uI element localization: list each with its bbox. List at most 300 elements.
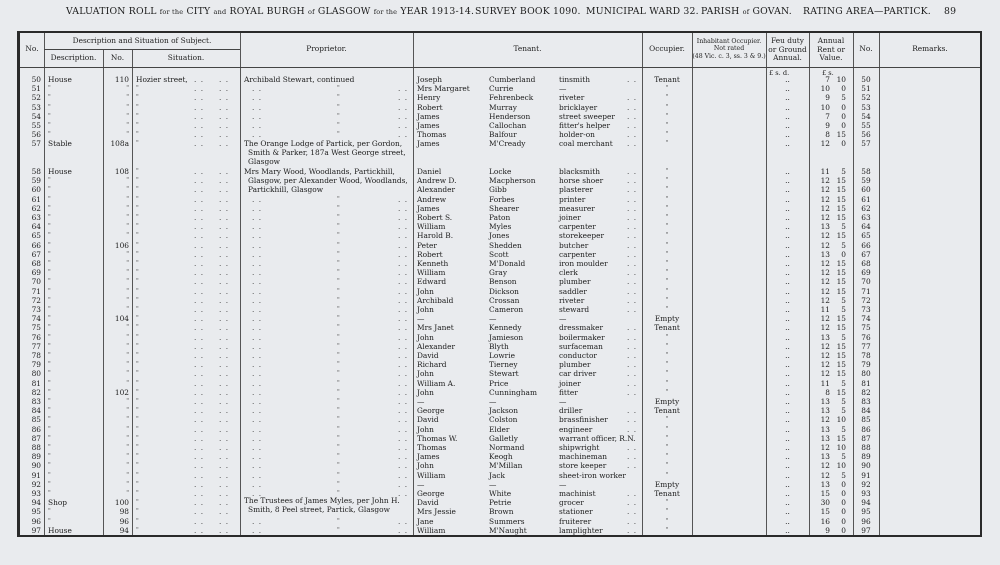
feu-duty: .. (785, 121, 790, 130)
proprietor-line: Partickhill, Glasgow (248, 185, 324, 195)
entry-no: 89 (31, 452, 41, 462)
leader-dots: . . (627, 185, 638, 195)
leader-dots: . . (194, 213, 205, 222)
leader-dots: . . (219, 443, 230, 452)
situation: " (136, 508, 139, 516)
tenant-first-name: Jane (417, 516, 434, 526)
leader-dots: . . (219, 111, 230, 121)
house-number: " (126, 361, 129, 369)
entry-no-right: 83 (861, 397, 871, 406)
leader-dots: . . (219, 360, 230, 370)
rent-pounds: 10 (820, 102, 830, 112)
proprietor-dots: . . (398, 516, 409, 526)
tenant-occupation: machinist (559, 489, 596, 498)
tenant-surname: Stewart (489, 369, 519, 379)
proprietor-ditto: " (337, 232, 340, 240)
feu-duty: .. (785, 341, 790, 351)
leader-dots: . . (627, 268, 638, 278)
entry-no-right: 50 (861, 75, 871, 84)
situation: " (136, 177, 139, 185)
proprietor-dots: . . (398, 93, 409, 103)
col-header-description-group: Description and Situation of Subject. (72, 36, 212, 45)
leader-dots: . . (194, 397, 205, 406)
tenant-first-name: James (417, 139, 440, 149)
tenant-first-name: Thomas (417, 443, 447, 452)
entry-no: 91 (31, 470, 41, 480)
entry-no-right: 55 (861, 121, 871, 130)
feu-duty: .. (785, 332, 790, 342)
entry-no: 97 (31, 525, 41, 535)
proprietor-ditto: " (337, 122, 340, 129)
house-number: " (126, 462, 129, 470)
tenant-surname: Brown (489, 507, 514, 517)
entry-no: 70 (31, 277, 41, 287)
header-line: Not rated (713, 45, 745, 53)
situation: " (136, 250, 139, 258)
rent-shillings: 5 (841, 424, 846, 434)
leader-dots: . . (627, 443, 638, 452)
feu-duty: .. (785, 433, 790, 443)
tenant-occupation: conductor (559, 351, 597, 360)
house-number: " (126, 131, 129, 139)
situation: " (136, 204, 139, 212)
tenant-first-name: John (417, 305, 434, 314)
description: " (48, 195, 51, 203)
rent-pounds: 12 (820, 286, 830, 296)
leader-dots: . . (219, 406, 230, 416)
leader-dots: . . (194, 360, 205, 370)
situation: " (136, 103, 139, 111)
tenant-first-name: Alexander (417, 341, 456, 351)
house-number: " (126, 250, 129, 258)
col-rule (240, 33, 241, 535)
occupier-status: Tenant (654, 75, 680, 84)
entry-no: 76 (31, 332, 41, 342)
leader-dots: . . (627, 213, 638, 222)
description: " (48, 112, 51, 120)
rent-shillings: 0 (841, 84, 846, 94)
leader-dots: . . (627, 489, 638, 498)
tenant-surname: Murray (489, 102, 517, 112)
proprietor-dots: . . (252, 443, 263, 452)
entry-no-right: 87 (861, 433, 871, 443)
proprietor-dots: . . (252, 213, 263, 222)
rent-pounds: 11 (820, 378, 830, 388)
rent-shillings: 0 (841, 139, 846, 149)
header-line: Value. (819, 53, 843, 62)
leader-dots: . . (219, 341, 230, 351)
entry-no-right: 96 (861, 516, 871, 526)
leader-dots: . . (219, 249, 230, 259)
proprietor-dots: . . (398, 194, 409, 204)
leader-dots: . . (194, 369, 205, 379)
entry-no: 80 (31, 369, 41, 379)
rent-shillings: 10 (836, 443, 846, 452)
leader-dots: . . (627, 351, 638, 360)
leader-dots: . . (627, 323, 638, 333)
tenant-first-name: James (417, 452, 440, 462)
proprietor-ditto: " (337, 103, 340, 111)
rent-pounds: 12 (820, 139, 830, 149)
house-number: 94 (119, 525, 129, 535)
entry-no-right: 51 (861, 84, 871, 94)
rent-shillings: 5 (841, 452, 846, 462)
occupier-status: " (665, 131, 669, 139)
tenant-occupation: saddler (559, 286, 587, 296)
situation: " (136, 186, 139, 194)
tenant-occupation: holder-on (559, 130, 595, 140)
rent-pounds: 7 (825, 111, 830, 121)
proprietor-dots: . . (252, 259, 263, 268)
proprietor-dots: . . (252, 516, 263, 526)
leader-dots: . . (219, 268, 230, 278)
leader-dots: . . (194, 351, 205, 360)
entry-no: 58 (31, 167, 41, 176)
occupier-status: Empty (654, 314, 680, 324)
proprietor-line: Glasgow, per Alexander Wood, Woodlands, (248, 176, 408, 186)
tenant-surname: Jackson (489, 406, 518, 416)
leader-dots: . . (194, 203, 205, 213)
leader-dots: . . (219, 424, 230, 434)
tenant-surname: Keogh (489, 452, 513, 462)
proprietor-ditto: " (337, 490, 340, 497)
house-number: " (126, 186, 129, 194)
house-number: " (126, 103, 129, 111)
proprietor-line: The Trustees of James Myles, per John H. (244, 496, 400, 505)
entry-no-right: 75 (861, 323, 871, 333)
description: " (48, 269, 51, 277)
rent-shillings: 15 (836, 433, 846, 443)
col-header-description: Description. (50, 53, 97, 62)
rent-pounds: 12 (820, 341, 830, 351)
tenant-first-name: John (417, 461, 434, 471)
proprietor-dots: . . (252, 240, 263, 250)
proprietor-dots: . . (398, 277, 409, 287)
leader-dots: . . (194, 167, 205, 176)
rent-pounds: 12 (820, 360, 830, 370)
entry-no-right: 95 (861, 507, 871, 517)
leader-dots: . . (627, 378, 638, 388)
rent-pounds: 12 (820, 351, 830, 360)
house-number: " (126, 278, 129, 286)
title-text: YEAR 1913-14. (400, 6, 475, 17)
rent-shillings: 0 (841, 525, 846, 535)
rent-shillings: 0 (841, 516, 846, 526)
description: " (48, 388, 51, 396)
house-number: " (126, 112, 129, 120)
entry-no: 57 (31, 139, 41, 149)
tenant-surname: Paton (489, 213, 511, 222)
situation: " (136, 223, 139, 231)
situation: " (136, 471, 139, 479)
header-line: (48 Vic. c. 3, ss. 3 & 9.) (692, 52, 766, 60)
tenant-first-name: John (417, 286, 434, 296)
rent-shillings: 15 (836, 323, 846, 333)
entry-no: 56 (31, 130, 41, 140)
tenant-occupation: street sweeper (559, 111, 615, 121)
tenant-first-name: Mrs Jessie (417, 507, 456, 517)
rent-shillings: 0 (841, 479, 846, 489)
situation: " (136, 296, 139, 304)
rent-pounds: 10 (820, 84, 830, 94)
situation: " (136, 342, 139, 350)
entry-no: 84 (31, 406, 41, 416)
header-line: Inhabitant Occupier. (696, 38, 762, 45)
entry-no-right: 80 (861, 369, 871, 379)
rent-shillings: 5 (841, 332, 846, 342)
rent-shillings: 0 (841, 121, 846, 130)
tenant-occupation: grocer (559, 498, 584, 508)
proprietor-dots: . . (252, 461, 263, 471)
rent-pounds: 9 (825, 121, 830, 130)
entry-no: 92 (31, 479, 41, 489)
rent-pounds: 8 (825, 387, 830, 397)
entry-no-right: 59 (861, 176, 871, 186)
tenant-occupation: plumber (559, 277, 591, 287)
feu-duty: .. (785, 286, 790, 296)
rent-shillings: 15 (836, 130, 846, 140)
house-number: " (126, 195, 129, 203)
tenant-occupation: butcher (559, 240, 589, 250)
house-number: " (126, 324, 129, 332)
entry-no: 85 (31, 415, 41, 425)
situation: " (136, 526, 139, 534)
description: " (48, 260, 51, 267)
tenant-surname: Gibb (489, 185, 507, 195)
proprietor-dots: . . (398, 424, 409, 434)
rent-shillings: 5 (841, 378, 846, 388)
leader-dots: . . (219, 93, 230, 103)
entry-no: 60 (31, 185, 41, 195)
occupier-status: " (665, 204, 669, 212)
leader-dots: . . (219, 75, 230, 84)
tenant-occupation: store keeper (559, 461, 607, 471)
situation: " (136, 425, 139, 433)
description: " (48, 361, 51, 369)
leader-dots: . . (194, 111, 205, 121)
house-number: " (126, 85, 129, 93)
house-number: " (126, 214, 129, 221)
proprietor-ditto: " (337, 480, 340, 488)
entry-no: 94 (31, 498, 41, 508)
situation: " (136, 260, 139, 267)
tenant-first-name: Joseph (417, 75, 443, 84)
rent-pounds: 12 (820, 415, 830, 425)
col-header-inhabitant (692, 38, 766, 60)
proprietor-dots: . . (398, 323, 409, 333)
situation: " (136, 370, 139, 378)
leader-dots: . . (194, 314, 205, 324)
tenant-occupation: bricklayer (559, 102, 598, 112)
description: " (48, 480, 51, 488)
house-number: " (126, 177, 129, 185)
occupier-status: " (665, 434, 669, 442)
description: " (48, 444, 51, 451)
proprietor-dots: . . (398, 249, 409, 259)
tenant-occupation: carpenter (559, 249, 596, 259)
house-number: " (126, 122, 129, 129)
entry-no-right: 76 (861, 332, 871, 342)
feu-duty: .. (785, 213, 790, 222)
situation: " (136, 122, 139, 129)
house-number: 110 (114, 75, 129, 84)
leader-dots: . . (194, 406, 205, 416)
rent-shillings: 0 (841, 507, 846, 517)
tenant-surname: White (489, 489, 512, 498)
occupier-status: " (665, 122, 669, 129)
leader-dots: . . (627, 424, 638, 434)
description: " (48, 315, 51, 323)
situation: " (136, 241, 139, 249)
tenant-surname: Summers (489, 516, 525, 526)
valuation-table (17, 31, 982, 537)
entry-no: 93 (31, 489, 41, 498)
leader-dots: . . (194, 249, 205, 259)
tenant-first-name: Edward (417, 277, 447, 287)
tenant-occupation: riveter (559, 93, 585, 103)
leader-dots: . . (627, 130, 638, 140)
rent-pounds: 12 (820, 176, 830, 186)
leader-dots: . . (219, 185, 230, 195)
feu-duty: .. (785, 314, 790, 324)
rent-pounds: 12 (820, 369, 830, 379)
feu-duty: .. (785, 102, 790, 112)
entry-no: 88 (31, 443, 41, 452)
proprietor-dots: . . (398, 387, 409, 397)
house-number: " (126, 490, 129, 497)
proprietor-ditto: " (337, 379, 340, 387)
situation: " (136, 361, 139, 369)
proprietor-dots: . . (252, 93, 263, 103)
entry-no-right: 53 (861, 102, 871, 112)
feu-duty: .. (785, 305, 790, 314)
leader-dots: . . (219, 516, 230, 526)
rent-pounds: 9 (825, 93, 830, 103)
leader-dots: . . (219, 222, 230, 232)
situation: " (136, 352, 139, 359)
proprietor-ditto: " (337, 296, 340, 304)
tenant-surname: Dickson (489, 286, 519, 296)
proprietor-dots: . . (252, 305, 263, 314)
proprietor-dots: . . (252, 479, 263, 489)
tenant-occupation: — (559, 314, 567, 324)
entry-no: 72 (31, 295, 41, 305)
tenant-occupation: measurer (559, 203, 595, 213)
proprietor-57 (244, 139, 406, 167)
proprietor-dots: . . (252, 351, 263, 360)
proprietor-ditto: " (337, 204, 340, 212)
proprietor-dots: . . (252, 295, 263, 305)
leader-dots: . . (194, 433, 205, 443)
header-line: Feu duty (771, 36, 804, 45)
description: " (48, 204, 51, 212)
leader-dots: . . (219, 378, 230, 388)
leader-dots: . . (627, 286, 638, 296)
description: " (48, 407, 51, 415)
leader-dots: . . (219, 231, 230, 241)
house-number: " (126, 471, 129, 479)
tenant-surname: Forbes (489, 194, 515, 204)
entry-no-right: 52 (861, 93, 871, 103)
leader-dots: . . (219, 167, 230, 176)
leader-dots: . . (194, 185, 205, 195)
entry-no: 50 (31, 75, 41, 84)
leader-dots: . . (219, 240, 230, 250)
tenant-occupation: lamplighter (559, 525, 603, 535)
proprietor-line: Smith, 8 Peel street, Partick, Glasgow (248, 505, 390, 515)
proprietor-dots: . . (398, 130, 409, 140)
entry-no: 95 (31, 507, 41, 517)
entry-no: 62 (31, 203, 41, 213)
description: " (48, 434, 51, 442)
col-header-no: No. (25, 44, 39, 53)
tenant-occupation: joiner (559, 378, 581, 388)
leader-dots: . . (219, 139, 230, 149)
leader-dots: . . (627, 516, 638, 526)
description: " (48, 471, 51, 479)
rent-pounds: 11 (820, 305, 830, 314)
description: Shop (48, 498, 68, 508)
feu-duty: .. (785, 461, 790, 471)
proprietor-ditto: " (337, 214, 340, 221)
feu-duty: .. (785, 268, 790, 278)
feu-duty: .. (785, 231, 790, 241)
entry-no-right: 64 (861, 222, 871, 232)
proprietor-dots: . . (252, 433, 263, 443)
entry-no-right: 54 (861, 111, 871, 121)
occupier-status: " (665, 342, 669, 350)
entry-no-right: 60 (861, 185, 871, 195)
proprietor-dots: . . (252, 424, 263, 434)
occupier-status: " (665, 168, 669, 175)
situation: " (136, 499, 139, 507)
leader-dots: . . (194, 268, 205, 278)
tenant-surname: — (489, 314, 497, 324)
proprietor-ditto: " (337, 287, 340, 295)
survey-book: SURVEY BOOK 1090. (475, 6, 581, 17)
occupier-status: " (665, 278, 669, 286)
entry-no-right: 72 (861, 295, 871, 305)
feu-duty: .. (785, 259, 790, 268)
leader-dots: . . (194, 489, 205, 498)
tenant-first-name: John (417, 369, 434, 379)
entry-no-right: 79 (861, 360, 871, 370)
leader-dots: . . (627, 277, 638, 287)
tenant-first-name: Andrew (417, 194, 447, 204)
tenant-surname: Blyth (489, 341, 509, 351)
feu-duty: .. (785, 406, 790, 416)
occupier-status: " (665, 352, 669, 359)
description: " (48, 416, 51, 424)
rent-shillings: 0 (841, 498, 846, 508)
feu-duty: .. (785, 194, 790, 204)
proprietor-ditto: " (337, 315, 340, 323)
proprietor-dots: . . (398, 240, 409, 250)
entry-no: 77 (31, 341, 41, 351)
leader-dots: . . (627, 102, 638, 112)
title-text: GOVAN. (752, 6, 792, 17)
tenant-first-name: Robert (417, 249, 443, 259)
house-number: " (126, 370, 129, 378)
proprietor-dots: . . (252, 249, 263, 259)
leader-dots: . . (627, 498, 638, 508)
title-text: VALUATION ROLL (66, 6, 157, 17)
tenant-surname: Gray (489, 268, 508, 278)
occupier-status: " (665, 388, 669, 396)
entry-no-right: 65 (861, 231, 871, 241)
col-header-num: No. (110, 53, 125, 62)
house-number: 96 (119, 516, 129, 526)
